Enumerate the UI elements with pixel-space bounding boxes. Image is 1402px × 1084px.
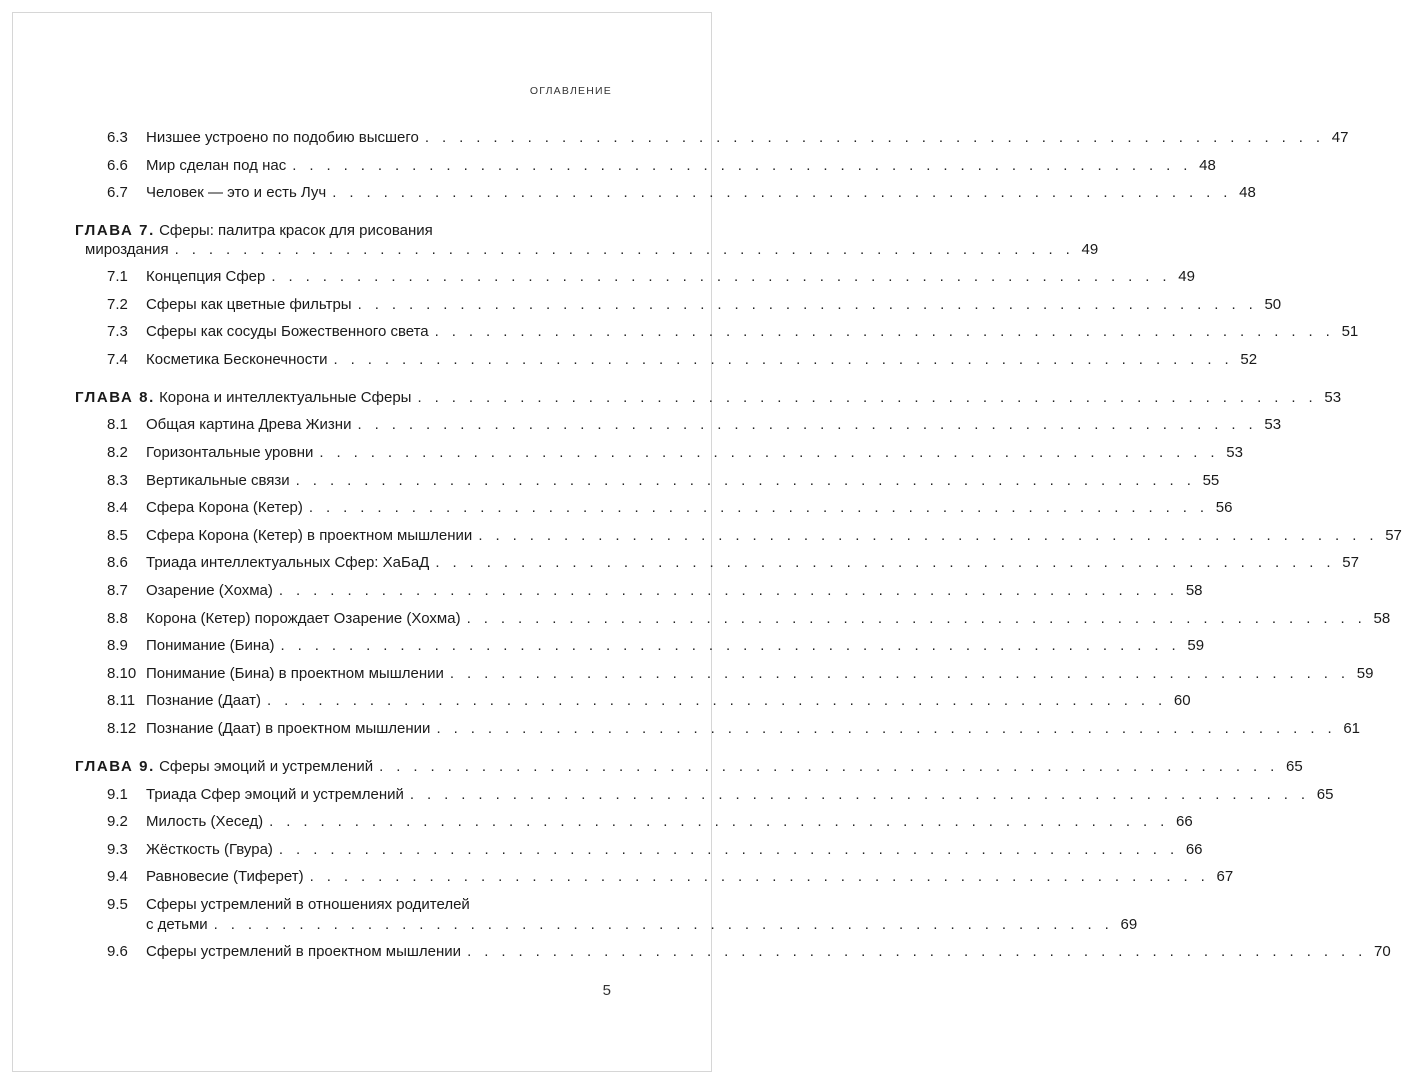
chapter-9-heading[interactable] xyxy=(0,756,1303,778)
toc-entry[interactable] xyxy=(0,525,1402,547)
chapter-label: ГЛАВА 8. xyxy=(75,389,155,406)
toc-entry[interactable] xyxy=(0,294,1282,316)
entry-page: 67 xyxy=(1216,868,1234,885)
chapter-page: 65 xyxy=(1285,758,1303,775)
leader-dots: . . . . . . . . . . . . . . . . . . . . . . . . . . . . . . . . . . . . . . . . . . . . . . . . . . . . . xyxy=(295,472,1196,489)
entry-title: Понимание (Бина) в проектном мышлении xyxy=(146,665,444,682)
entry-title: Познание (Даат) в проектном мышлении xyxy=(146,720,431,737)
entry-title-line2: с детьми xyxy=(146,916,208,933)
entry-title: Триада Сфер эмоций и устремлений xyxy=(146,786,404,803)
toc-entry[interactable] xyxy=(0,635,1205,657)
chapter-heading-text xyxy=(75,387,411,409)
entry-number: 9.3 xyxy=(107,841,128,858)
entry-title: Человек — это и есть Луч xyxy=(146,184,327,201)
entry-number: 7.4 xyxy=(107,351,128,368)
leader-dots: . . . . . . . . . . . . . . . . . . . . . . . . . . . . . . . . . . . . . . . . . . . . . . . . . . . . . xyxy=(278,582,1179,599)
entry-number: 8.2 xyxy=(107,444,128,461)
entry-page: 60 xyxy=(1173,692,1191,709)
entry-title: Милость (Хесед) xyxy=(146,813,264,830)
running-header: ОГЛАВЛЕНИЕ xyxy=(529,85,612,97)
entry-number: 9.1 xyxy=(107,786,128,803)
entry-title: Озарение (Хохма) xyxy=(146,582,273,599)
entry-title: Вертикальные связи xyxy=(146,472,290,489)
entry-page: 47 xyxy=(1331,129,1349,146)
entry-page: 53 xyxy=(1264,416,1282,433)
entry-title: Низшее устроено по подобию высшего xyxy=(146,129,419,146)
toc-entry-line2[interactable] xyxy=(0,914,1138,936)
entry-title: Сферы устремлений в отношениях родителей xyxy=(146,896,470,913)
toc-entry[interactable] xyxy=(0,784,1334,806)
toc-entry[interactable] xyxy=(0,608,1391,630)
leader-dots: . . . . . . . . . . . . . . . . . . . . . . . . . . . . . . . . . . . . . . . . . . . . . . . . . . . . . xyxy=(435,554,1335,571)
entry-title: Понимание (Бина) xyxy=(146,637,275,654)
entry-title: Сферы как цветные фильтры xyxy=(146,296,352,313)
entry-page: 59 xyxy=(1187,637,1205,654)
entry-page: 50 xyxy=(1264,296,1282,313)
entry-number: 6.3 xyxy=(107,129,128,146)
toc-entry[interactable] xyxy=(0,718,1361,740)
entry-title: Познание (Даат) xyxy=(146,692,262,709)
entry-title: Корона (Кетер) порождает Озарение (Хохма) xyxy=(146,610,461,627)
toc-entry[interactable] xyxy=(0,811,1193,833)
leader-dots: . . . . . . . . . . . . . . . . . . . . . . . . . . . . . . . . . . . . . . . . . . . . . . . . . . . . . xyxy=(308,499,1209,516)
entry-number: 8.12 xyxy=(107,720,137,737)
entry-number: 7.1 xyxy=(107,268,128,285)
toc-entry[interactable] xyxy=(0,663,1374,685)
leader-dots: . . . . . . . . . . . . . . . . . . . . . . . . . . . . . . . . . . . . . . . . . . . . . . . . . . . . . xyxy=(379,758,1279,775)
entry-title: Концепция Сфер xyxy=(146,268,266,285)
toc-entry[interactable] xyxy=(0,266,1195,288)
entry-page: 53 xyxy=(1226,444,1243,461)
leader-dots: . . . . . . . . . . . . . . . . . . . . . . . . . . . . . . . . . . . . . . . . . . . . . . . . . . . . . xyxy=(309,868,1210,885)
leader-dots: . . . . . . . . . . . . . . . . . . . . . . . . . . . . . . . . . . . . . . . . . . . . . . . . . . . . . xyxy=(174,241,1075,258)
chapter-8-heading[interactable] xyxy=(0,387,1342,409)
leader-dots: . . . . . . . . . . . . . . . . . . . . . . . . . . . . . . . . . . . . . . . . . . . . . . . . . . . . . xyxy=(449,665,1350,682)
leader-dots: . . . . . . . . . . . . . . . . . . . . . . . . . . . . . . . . . . . . . . . . . . . . . . . . . . . . . xyxy=(417,389,1318,406)
toc-entry[interactable] xyxy=(0,414,1282,436)
toc-entry[interactable] xyxy=(0,349,1258,371)
leader-dots: . . . . . . . . . . . . . . . . . . . . . . . . . . . . . . . . . . . . . . . . . . . . . . . . . . . . . xyxy=(292,157,1192,174)
entry-number: 8.6 xyxy=(107,554,128,571)
toc-entry[interactable] xyxy=(0,182,1256,204)
entry-title: Жёсткость (Гвура) xyxy=(146,841,273,858)
toc-entry[interactable] xyxy=(0,552,1359,574)
toc-entry[interactable] xyxy=(0,442,1243,464)
entry-page: 57 xyxy=(1342,554,1359,571)
chapter-title-line2: мироздания xyxy=(85,241,169,258)
leader-dots: . . . . . . . . . . . . . . . . . . . . . . . . . . . . . . . . . . . . . . . . . . . . . . . . . . . . . xyxy=(280,637,1181,654)
entry-page: 58 xyxy=(1373,610,1391,627)
leader-dots: . . . . . . . . . . . . . . . . . . . . . . . . . . . . . . . . . . . . . . . . . . . . . . . . . . . . . xyxy=(466,610,1367,627)
toc-entry[interactable] xyxy=(0,839,1203,861)
toc-entry[interactable] xyxy=(0,155,1216,177)
entry-page: 49 xyxy=(1178,268,1195,285)
entry-page: 66 xyxy=(1185,841,1203,858)
entry-page: 61 xyxy=(1343,720,1361,737)
leader-dots: . . . . . . . . . . . . . . . . . . . . . . . . . . . . . . . . . . . . . . . . . . . . . . . . . . . . . xyxy=(409,786,1310,803)
entry-title: Триада интеллектуальных Сфер: ХаБаД xyxy=(146,554,430,571)
chapter-page: 53 xyxy=(1324,389,1342,406)
entry-number: 8.8 xyxy=(107,610,128,627)
entry-number: 8.3 xyxy=(107,472,128,489)
leader-dots: . . . . . . . . . . . . . . . . . . . . . . . . . . . . . . . . . . . . . . . . . . . . . . . . . . . . . xyxy=(267,692,1167,709)
leader-dots: . . . . . . . . . . . . . . . . . . . . . . . . . . . . . . . . . . . . . . . . . . . . . . . . . . . . . xyxy=(434,323,1335,340)
toc-entry[interactable] xyxy=(0,580,1203,602)
entry-title: Общая картина Древа Жизни xyxy=(146,416,352,433)
toc-entry[interactable] xyxy=(0,690,1191,712)
chapter-label: ГЛАВА 9. xyxy=(75,758,155,775)
entry-number: 8.11 xyxy=(107,692,136,709)
entry-number: 9.2 xyxy=(107,813,128,830)
entry-title: Косметика Бесконечности xyxy=(146,351,328,368)
entry-title: Горизонтальные уровни xyxy=(146,444,314,461)
leader-dots: . . . . . . . . . . . . . . . . . . . . . . . . . . . . . . . . . . . . . . . . . . . . . . . . . . . . . xyxy=(271,268,1171,285)
chapter-page: 49 xyxy=(1081,241,1099,258)
chapter-heading-text xyxy=(75,756,373,778)
entry-number: 8.1 xyxy=(107,416,128,433)
toc-entry[interactable] xyxy=(0,321,1359,343)
leader-dots: . . . . . . . . . . . . . . . . . . . . . . . . . . . . . . . . . . . . . . . . . . . . . . . . . . . . . xyxy=(424,129,1325,146)
entry-number: 8.7 xyxy=(107,582,128,599)
chapter-title: Корона и интеллектуальные Сферы xyxy=(159,389,412,406)
entry-title: Сферы как сосуды Божественного света xyxy=(146,323,429,340)
entry-number: 8.4 xyxy=(107,499,128,516)
leader-dots: . . . . . . . . . . . . . . . . . . . . . . . . . . . . . . . . . . . . . . . . . . . . . . . . . . . . . xyxy=(319,444,1219,461)
entry-page: 56 xyxy=(1215,499,1233,516)
entry-title: Сфера Корона (Кетер) в проектном мышлении xyxy=(146,527,473,544)
entry-title: Мир сделан под нас xyxy=(146,157,287,174)
entry-number: 6.7 xyxy=(107,184,128,201)
entry-page: 55 xyxy=(1202,472,1220,489)
entry-title: Сферы устремлений в проектном мышлении xyxy=(146,943,462,960)
leader-dots: . . . . . . . . . . . . . . . . . . . . . . . . . . . . . . . . . . . . . . . . . . . . . . . . . . . . . xyxy=(269,813,1169,830)
entry-page: 57 xyxy=(1385,527,1402,544)
toc-entry[interactable] xyxy=(0,470,1220,492)
entry-number: 7.2 xyxy=(107,296,128,313)
entry-page: 48 xyxy=(1199,157,1216,174)
entry-number: 8.9 xyxy=(107,637,128,654)
entry-number: 6.6 xyxy=(107,157,128,174)
toc-entry[interactable] xyxy=(0,127,1349,149)
entry-page: 65 xyxy=(1316,786,1334,803)
leader-dots: . . . . . . . . . . . . . . . . . . . . . . . . . . . . . . . . . . . . . . . . . . . . . . . . . . . . . xyxy=(213,916,1114,933)
leader-dots: . . . . . . . . . . . . . . . . . . . . . . . . . . . . . . . . . . . . . . . . . . . . . . . . . . . . . xyxy=(478,527,1378,544)
toc-entry[interactable] xyxy=(0,497,1233,519)
chapter-7-title-continuation[interactable] xyxy=(0,239,1099,261)
chapter-title: Сферы: палитра красок для рисования xyxy=(159,222,433,239)
entry-page: 70 xyxy=(1373,943,1391,960)
entry-number: 9.4 xyxy=(107,868,128,885)
leader-dots: . . . . . . . . . . . . . . . . . . . . . . . . . . . . . . . . . . . . . . . . . . . . . . . . . . . . . xyxy=(436,720,1337,737)
entry-page: 52 xyxy=(1240,351,1258,368)
toc-entry-line1[interactable] xyxy=(0,894,610,916)
leader-dots: . . . . . . . . . . . . . . . . . . . . . . . . . . . . . . . . . . . . . . . . . . . . . . . . . . . . . xyxy=(467,943,1367,960)
leader-dots: . . . . . . . . . . . . . . . . . . . . . . . . . . . . . . . . . . . . . . . . . . . . . . . . . . . . . xyxy=(278,841,1179,858)
leader-dots: . . . . . . . . . . . . . . . . . . . . . . . . . . . . . . . . . . . . . . . . . . . . . . . . . . . . . xyxy=(357,296,1258,313)
chapter-label: ГЛАВА 7. xyxy=(75,222,155,239)
entry-title: Сфера Корона (Кетер) xyxy=(146,499,303,516)
page-number: 5 xyxy=(602,982,611,999)
entry-number: 7.3 xyxy=(107,323,128,340)
entry-page: 51 xyxy=(1341,323,1359,340)
entry-page: 48 xyxy=(1239,184,1256,201)
chapter-title: Сферы эмоций и устремлений xyxy=(159,758,374,775)
entry-number: 8.5 xyxy=(107,527,128,544)
entry-page: 58 xyxy=(1185,582,1203,599)
toc-entry[interactable] xyxy=(0,941,1391,963)
entry-page: 69 xyxy=(1120,916,1138,933)
entry-title: Равновесие (Тиферет) xyxy=(146,868,304,885)
entry-number: 9.5 xyxy=(107,896,128,913)
leader-dots: . . . . . . . . . . . . . . . . . . . . . . . . . . . . . . . . . . . . . . . . . . . . . . . . . . . . . xyxy=(357,416,1258,433)
entry-page: 66 xyxy=(1176,813,1193,830)
entry-number: 8.10 xyxy=(107,665,137,682)
leader-dots: . . . . . . . . . . . . . . . . . . . . . . . . . . . . . . . . . . . . . . . . . . . . . . . . . . . . . xyxy=(332,184,1232,201)
leader-dots: . . . . . . . . . . . . . . . . . . . . . . . . . . . . . . . . . . . . . . . . . . . . . . . . . . . . . xyxy=(333,351,1234,368)
entry-number: 9.6 xyxy=(107,943,128,960)
toc-entry[interactable] xyxy=(0,866,1234,888)
entry-page: 59 xyxy=(1356,665,1374,682)
